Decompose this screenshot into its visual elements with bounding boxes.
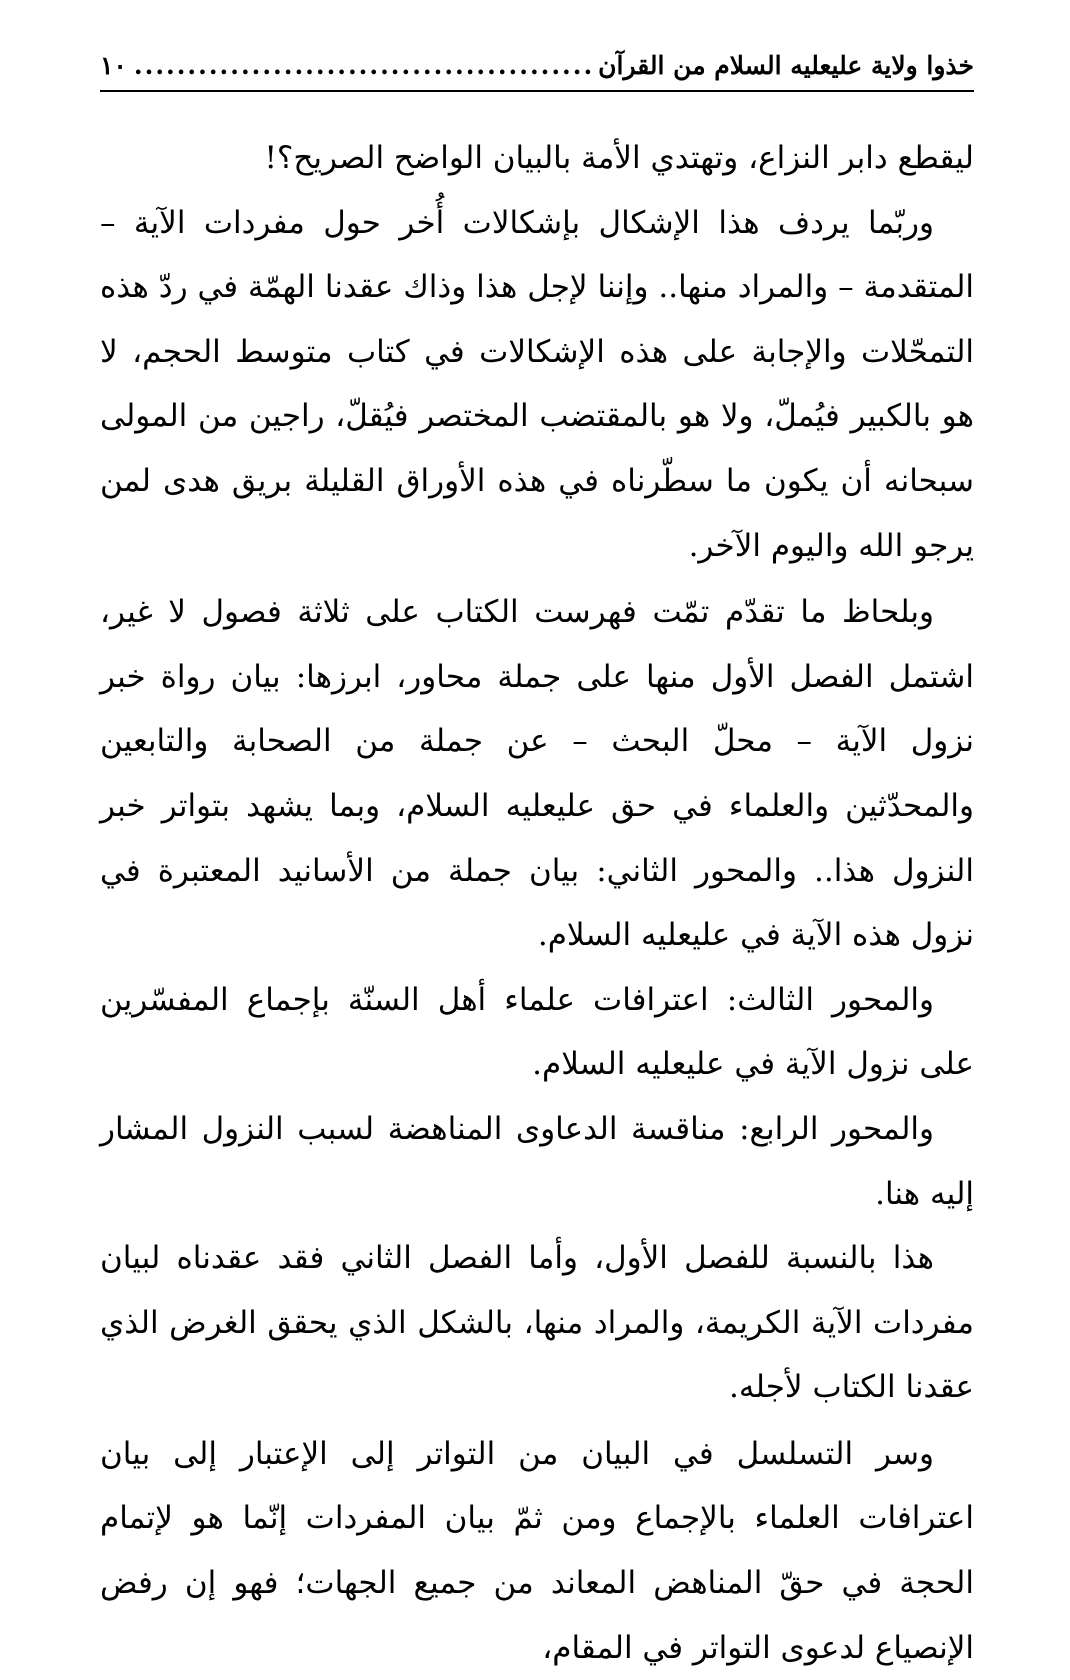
paragraph-5: والمحور الرابع: مناقسة الدعاوى المناهضة لسبب النزول المشار إليه هنا. [100,1110,974,1212]
paragraph-2: وربّما يردف هذا الإشكال بإشكالات أُخر حول مفردات الآية – المتقدمة – والمراد منها.. وإننا لإجل هذا وذاك عقدنا الهمّة في ردّ هذه التمحّلات والإجابة على هذه الإشكالات في كتاب متوسط الحجم، لا هو بالكبير فيُملّ، ولا هو بالمقتضب المختصر فيُقلّ، راجين من المولى سبحانه أن يكون ما سطّرناه في هذه الأوراق القليلة بريق هدى لمن يرجو الله واليوم الآخر. [100,204,974,564]
running-title: خذوا ولاية عليعليه السلام من القرآن [598,51,974,80]
paragraph-7: وسر التسلسل في البيان من التواتر إلى الإعتبار إلى بيان اعترافات العلماء بالإجماع ومن ثمّ بيان المفردات إنّما هو لإتمام الحجة في حقّ المناهض المعاند من جميع الجهات؛ فهو إن رفض الإنصياع لدعوى التواتر في المقام، [100,1435,974,1666]
paragraph-3: وبلحاظ ما تقدّم تمّت فهرست الكتاب على ثلاثة فصول لا غير، اشتمل الفصل الأول منها على جملة محاور، ابرزها: بيان رواة خبر نزول الآية – محلّ البحث – عن جملة من الصحابة والتابعين والمحدّثين والعلماء في حق عليعليه السلام، وبما يشهد بتواتر خبر النزول هذا.. والمحور الثاني: بيان جملة من الأسانيد المعتبرة في نزول هذه الآية في عليعليه السلام. [100,594,974,954]
page-number: ١٠ [100,51,127,80]
running-header [100,46,974,86]
header-rule [100,90,974,92]
paragraph-6: هذا بالنسبة للفصل الأول، وأما الفصل الثاني فقد عقدناه لبيان مفردات الآية الكريمة، والمراد منها، بالشكل الذي يحقق الغرض الذي عقدنا الكتاب لأجله. [100,1240,974,1406]
dot-leader [131,46,594,86]
paragraph-1: ليقطع دابر النزاع، وتهتدي الأمة بالبيان الواضح الصريح؟! [264,140,974,176]
body-text [100,126,974,1680]
paragraph-4: والمحور الثالث: اعترافات علماء أهل السنّة بإجماع المفسّرين على نزول الآية في عليعليه السلام. [100,981,974,1083]
